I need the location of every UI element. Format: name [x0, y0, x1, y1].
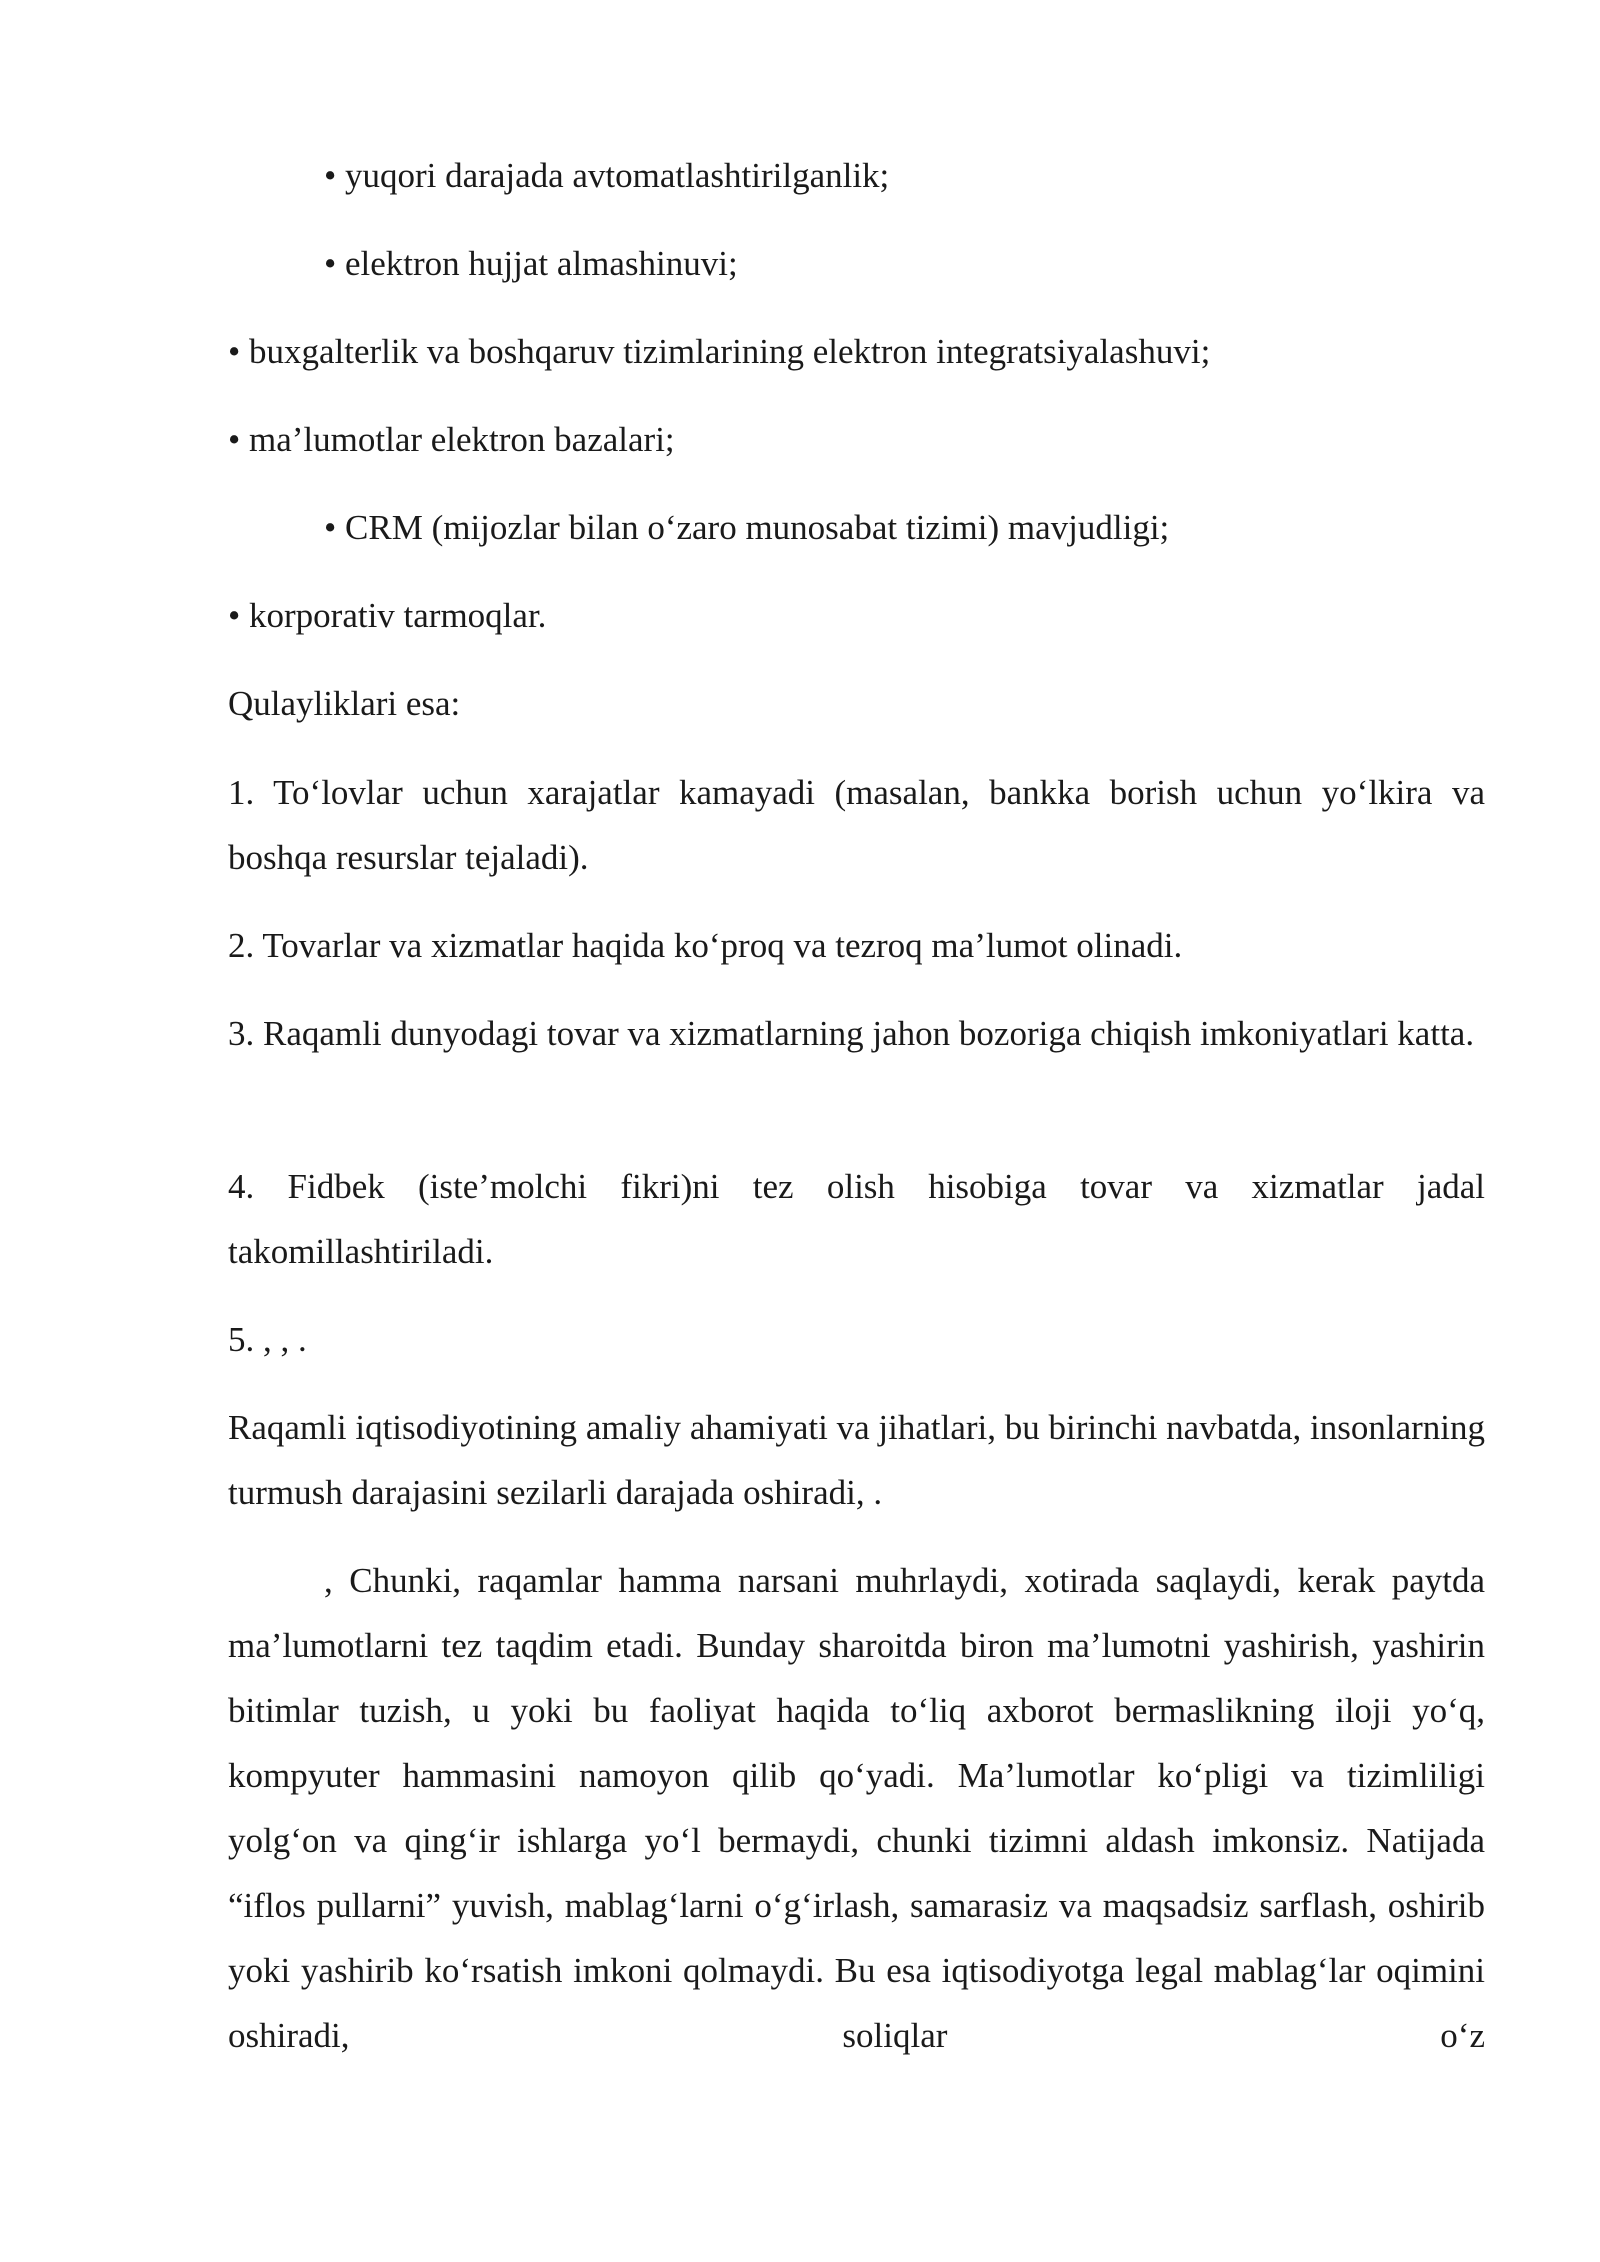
- numbered-item: 5. , , .: [228, 1320, 307, 1359]
- bullet-item: • buxgalterlik va boshqaruv tizimlarining elektron integratsiyalashuvi;: [228, 332, 1211, 371]
- bullet-item: • korporativ tarmoqlar.: [228, 596, 547, 635]
- numbered-item: 2. Tovarlar va xizmatlar haqida ko‘proq va tezroq ma’lumot olinadi.: [228, 926, 1183, 965]
- bullet-item: • elektron hujjat almashinuvi;: [324, 244, 738, 283]
- advantages-heading: Qulayliklari esa:: [228, 684, 461, 723]
- bullet-item: • yuqori darajada avtomatlashtirilganlik;: [324, 156, 890, 195]
- body-paragraph: Raqamli iqtisodiyotining amaliy ahamiyati va jihatlari, bu birinchi navbatda, insonlarning turmush darajasini sezilarli darajada oshiradi, .: [228, 1408, 1485, 1512]
- body-paragraph: , Chunki, raqamlar hamma narsani muhrlaydi, xotirada saqlaydi, kerak paytda ma’lumotlarni tez taqdim etadi. Bunday sharoitda biron ma’lumotni yashirish, yashirin bitimlar tuzish, u yoki bu faoliyat haqida to‘liq axborot bermaslikning iloji yo‘q, kompyuter hammasini namoyon qilib qo‘yadi. Ma’lumotlar ko‘pligi va tizimliligi yolg‘on va qing‘ir ishlarga yo‘l bermaydi, chunki tizimni aldash imkonsiz. Natijada “iflos pullarni” yuvish, mablag‘larni o‘g‘irlash, samarasiz va maqsadsiz sarflash, oshirib yoki yashirib ko‘rsatish imkoni qolmaydi. Bu esa iqtisodiyotga legal mablag‘lar oqimini oshiradi, soliqlar o‘z: [228, 1561, 1485, 2055]
- numbered-item: 1. To‘lovlar uchun xarajatlar kamayadi (masalan, bankka borish uchun yo‘lkira va boshqa resurslar tejaladi).: [228, 773, 1485, 877]
- numbered-item: 4. Fidbek (iste’molchi fikri)ni tez olish hisobiga tovar va xizmatlar jadal takomillashtiriladi.: [228, 1167, 1485, 1271]
- bullet-item: • ma’lumotlar elektron bazalari;: [228, 420, 675, 459]
- bullet-item: • CRM (mijozlar bilan o‘zaro munosabat tizimi) mavjudligi;: [324, 508, 1170, 547]
- numbered-item: 3. Raqamli dunyodagi tovar va xizmatlarning jahon bozoriga chiqish imkoniyatlari katta.: [228, 1014, 1475, 1053]
